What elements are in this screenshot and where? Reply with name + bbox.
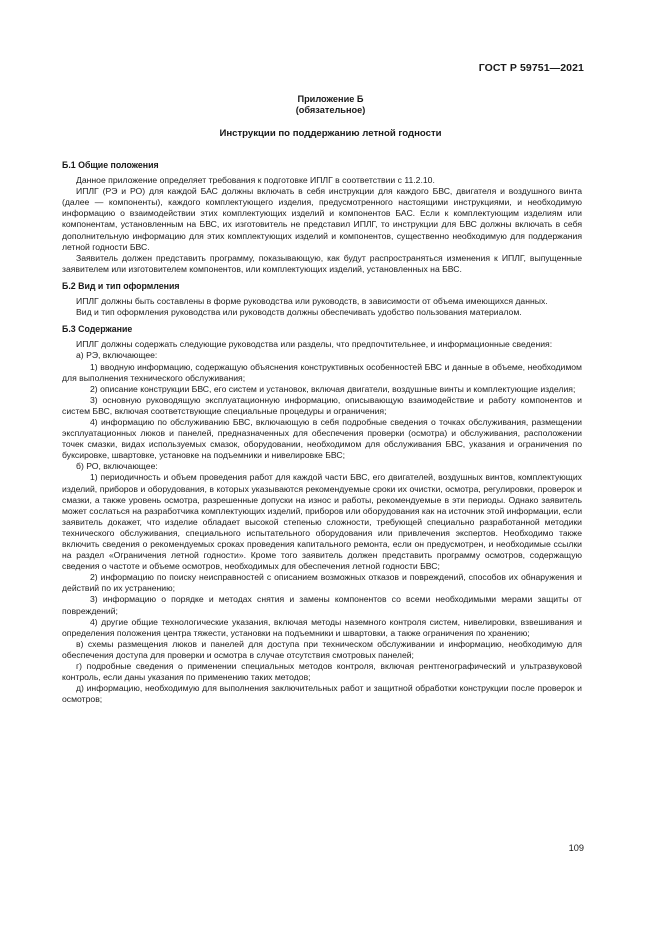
list-item: 1) периодичность и объем проведения работ для каждой части БВС, его двигателей, воздушных винтов, комплектующих изделий, приборов и оборудования, в которых указываются рекомендуемые сроки их очистки, осмотра, регулировки, проверок и смазки, а также уровень осмотра, разрешенные допуски на износ и работы, рекомендуемые в эти периоды. Однако заявитель может сослаться на разработчика комплектующих изделий, приборов или оборудования как на источник этой информации, если заявитель докажет, что изделие обладает высокой степенью сложности, требующей специально разработанной методики технического обслуживания, специального испытательного оборудования или привлечения экспертов. Необходимо также включить сведения о рекомендуемых сроках проведения капитального ремонта, если он предусмотрен, и необходимые ссылки на раздел «Ограничения летной годности». Кроме того заявитель должен представить программу осмотров, содержащую сведения о частоте и объеме осмотров, необходимых для обеспечения летной годности БВС; (62, 472, 583, 572)
list-item: 3) основную руководящую эксплуатационную информацию, описывающую взаимодействие и работу компонентов и систем БВС, включая соответствующие специальные процедуры и ограничения; (62, 394, 582, 416)
paragraph: ИПЛГ должны быть составлены в форме руководства или руководств, в зависимости от объема имеющихся данных. (76, 296, 548, 307)
standard-number: ГОСТ Р 59751—2021 (478, 62, 584, 74)
list-item: 4) информацию по обслуживанию БВС, включающую в себя подробные сведения о точках обслуживания, размещении эксплуатационных люков и панелей, предназначенных для обеспечения проверки (осмотра) и обслуживания, расположении точек смазки, видах используемых смазок, оборудовании, необходимом для обслуживания БВС, указания и ограничения по буксировке, швартовке, установке на подъемники и нивелировке БВС; (62, 416, 582, 461)
appendix-subtitle: (обязательное) (295, 105, 366, 115)
list-item: 4) другие общие технологические указания, включая методы наземного контроля систем, нивелировки, взвешивания и определения положения центра тяжести, установки на подъемники и швартовки, а также ограничения по хранению; (62, 616, 582, 638)
paragraph: Заявитель должен представить программу, показывающую, как будут распространяться изменения к ИПЛГ, выпущенные заявителем или изготовителем компонентов, или комплектующих изделий, установленных на БВС. (62, 252, 582, 274)
paragraph: ИПЛГ должны содержать следующие руководства или разделы, что предпочтительнее, и информационные сведения: (76, 339, 553, 350)
list-item: 1) вводную информацию, содержащую объяснения конструктивных особенностей БВС и данные в объеме, необходимом для выполнения технического обслуживания; (62, 361, 582, 383)
list-item: г) подробные сведения о применении специальных методов контроля, включая рентгенографический и ультразвуковой контроль, если даны указания по применению таких методов; (62, 661, 582, 683)
section-heading: Б.2 Вид и тип оформления (62, 280, 180, 291)
paragraph: ИПЛГ (РЭ и РО) для каждой БАС должны включать в себя инструкции для каждого БВС, двигателя и воздушного винта (далее — компоненты), каждого комплектующего изделия, предусмотренного настоящими инструкциями, и необходимую информацию о взаимодействии этих комплектующих изделий и компонентов БАС. Если к комплектующим изделиям или компонентам, установленным на БВС, их изготовитель не представил ИПЛГ, то инструкции для БВС должны включать в себя дополнительную информацию для этих комплектующих изделий и компонентов, существенно необходимую для поддержания летной годности БВС. (62, 186, 582, 252)
paragraph: Вид и тип оформления руководства или руководств должны обеспечивать удобство пользования материалом. (76, 307, 522, 318)
list-item: а) РЭ, включающее: (76, 350, 158, 361)
list-item: 2) описание конструкции БВС, его систем и установок, включая двигатели, воздушные винты и комплектующие изделия; (90, 383, 576, 394)
list-item: в) схемы размещения люков и панелей для доступа при техническом обслуживании и информацию, необходимую для обеспечения доступа для проверки и осмотра в случае отсутствия смотровых панелей; (62, 638, 582, 660)
section-heading: Б.3 Содержание (62, 324, 133, 335)
section-heading: Б.1 Общие положения (62, 160, 159, 170)
list-item: б) РО, включающее: (76, 461, 158, 472)
paragraph: Данное приложение определяет требования к подготовке ИПЛГ в соответствии с 11.2.10. (76, 175, 435, 186)
list-item: 3) информацию о порядке и методах снятия и замены компонентов со всеми необходимыми мерами защиты от повреждений; (62, 594, 582, 616)
appendix-title: Приложение Б (297, 94, 364, 104)
list-item: 2) информацию по поиску неисправностей с описанием возможных отказов и повреждений, способов их обнаружения и действий по их устранению; (62, 572, 582, 594)
document-title: Инструкции по поддержанию летной годности (219, 128, 442, 139)
page-number: 109 (568, 843, 584, 853)
list-item: д) информацию, необходимую для выполнения заключительных работ и защитной обработки конструкции после проверок и осмотров; (62, 683, 582, 705)
document-body (62, 160, 582, 705)
